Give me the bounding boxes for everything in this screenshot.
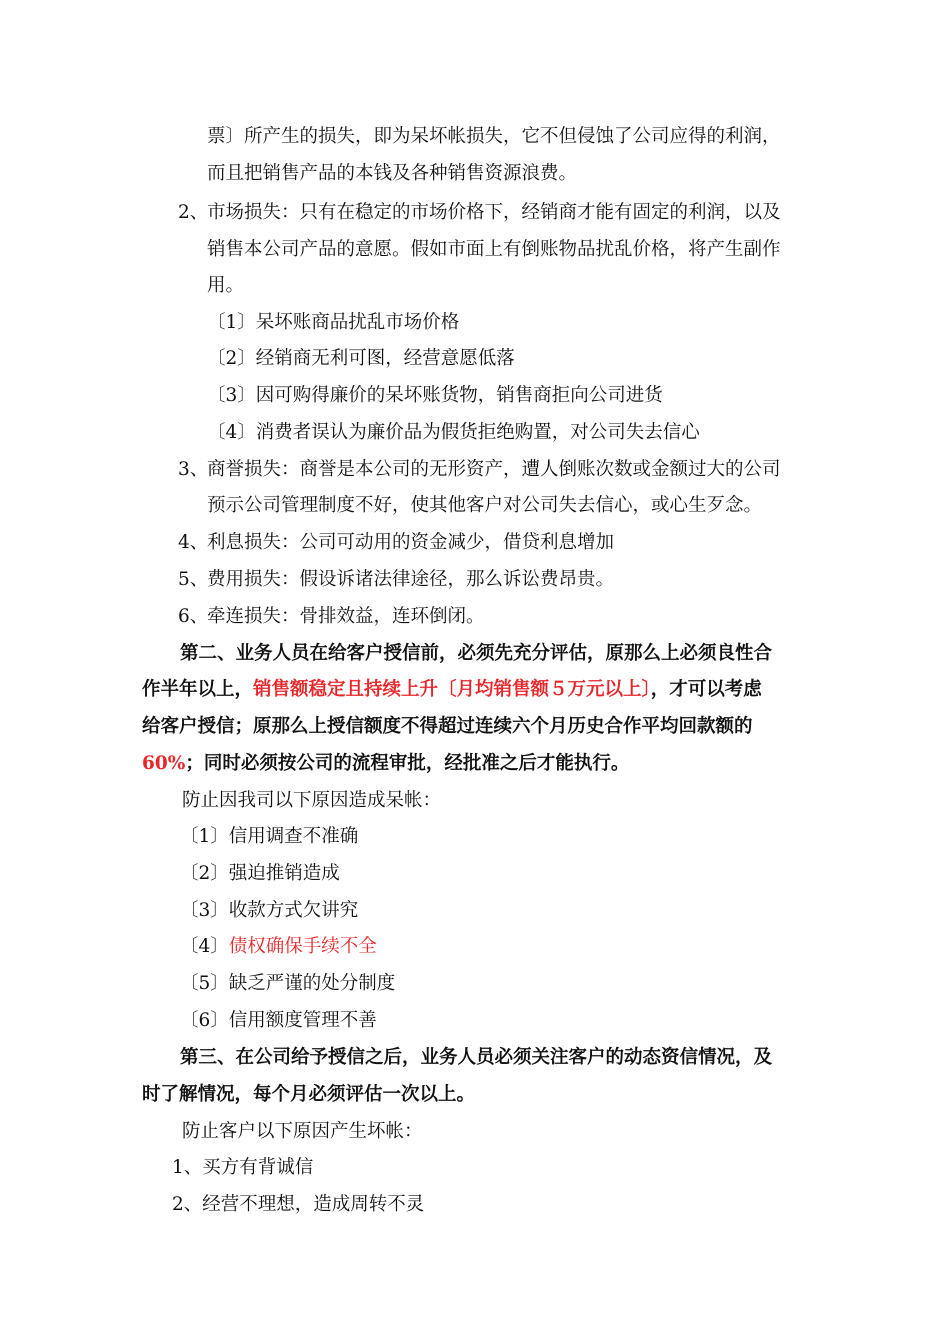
list-number: 3、 (178, 459, 209, 480)
list-number: 6、 (178, 606, 209, 627)
sub-list-item: 〔4〕消费者误认为廉价品为假货拒绝购置，对公司失去信心 (207, 422, 700, 443)
text-line: 销售本公司产品的意愿。假如市面上有倒账物品扰乱价格，将产生副作 (207, 239, 781, 260)
paragraph-segment: 作半年以上， (142, 679, 254, 700)
paragraph-line (142, 678, 762, 702)
reason-item: 〔3〕收款方式欠讲究 (180, 900, 359, 921)
sub-list-item: 〔1〕呆坏账商品扰乱市场价格 (207, 312, 460, 333)
list-number: 4、 (178, 532, 209, 553)
highlight-text: 60% (142, 753, 186, 774)
paragraph-line (142, 752, 629, 776)
reason-item: 〔2〕强迫推销造成 (180, 863, 340, 884)
section-intro: 防止因我司以下原因造成呆帐： (182, 790, 442, 811)
text-line: 而且把销售产品的本钱及各种销售资源浪费。 (207, 163, 578, 184)
paragraph-heading-line: 第二、业务人员在给客户授信前，必须先充分评估，原那么上必须良性合 (180, 643, 773, 664)
sub-list-item: 〔3〕因可购得廉价的呆坏账货物，销售商拒向公司进货 (207, 385, 663, 406)
list-number: 2、 (178, 202, 209, 223)
list-number: 5、 (178, 569, 209, 590)
paragraph-segment: ，才可以考虑 (650, 679, 762, 700)
cause-item: 1、买方有背诚信 (172, 1157, 314, 1178)
list-item-text: 费用损失：假设诉诸法律途径，那么诉讼费昂贵。 (207, 569, 615, 590)
reason-item: 〔6〕信用额度管理不善 (180, 1010, 377, 1031)
reason-item: 〔5〕缺乏严谨的处分制度 (180, 973, 396, 994)
paragraph-line: 时了解情况，每个月必须评估一次以上。 (142, 1084, 476, 1105)
text-line: 预示公司管理制度不好，使其他客户对公司失去信心，或心生歹念。 (207, 495, 763, 516)
paragraph-line: 给客户授信；原那么上授信额度不得超过连续六个月历史合作平均回款额的 (142, 716, 753, 737)
highlight-text: 债权确保手续不全 (228, 936, 377, 957)
list-item-text: 牵连损失：骨排效益，连环倒闭。 (207, 606, 485, 627)
sub-list-item: 〔2〕经销商无利可图，经营意愿低落 (207, 348, 515, 369)
text-line: 用。 (207, 275, 245, 296)
section-intro: 防止客户以下原因产生坏帐： (182, 1121, 423, 1142)
list-item-text: 利息损失：公司可动用的资金减少，借贷利息增加 (207, 532, 615, 553)
list-item-text: 商誉损失：商誉是本公司的无形资产，遭人倒账次数或金额过大的公司 (207, 459, 781, 480)
highlight-text: 销售额稳定且持续上升〔月均销售额５万元以上〕 (253, 679, 651, 700)
reason-number: 〔4〕 (180, 936, 229, 957)
paragraph-heading-line: 第三、在公司给予授信之后，业务人员必须关注客户的动态资信情况，及 (180, 1047, 773, 1068)
list-item-text: 市场损失：只有在稳定的市场价格下，经销商才能有固定的利润，以及 (207, 202, 781, 223)
text-line: 票〕所产生的损失，即为呆坏帐损失，它不但侵蚀了公司应得的利润， (207, 126, 781, 147)
reason-item: 〔1〕信用调查不准确 (180, 826, 359, 847)
paragraph-segment: ；同时必须按公司的流程审批，经批准之后才能执行。 (185, 753, 630, 774)
reason-item (180, 935, 377, 959)
cause-item: 2、经营不理想，造成周转不灵 (172, 1194, 425, 1215)
